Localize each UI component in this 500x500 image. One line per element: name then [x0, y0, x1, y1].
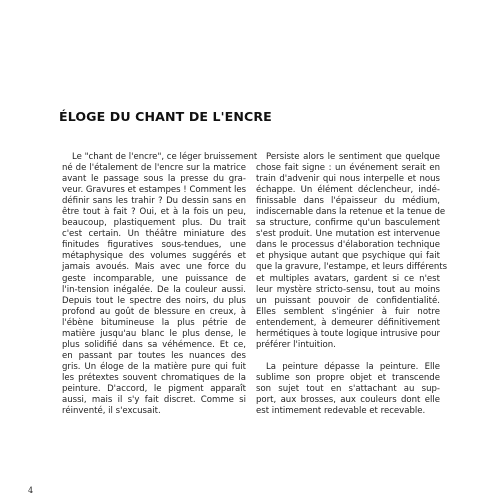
text-line: un puissant pouvoir de confidentialité. [256, 295, 440, 306]
text-line: est intimement redevable et recevable. [256, 406, 426, 417]
text-line: métaphysique des volumes suggérés et [62, 251, 246, 262]
text-line: finissable dans l'épaisseur du médium, [256, 196, 440, 207]
text-line: et physique autant que psychique qui fait [256, 251, 440, 262]
text-line: veur. Gravures et estampes ! Comment les [62, 185, 247, 196]
text-line: s'est produit. Une mutation est intervenue [256, 229, 440, 240]
text-line: les prétextes souvent chromatiques de la [62, 372, 246, 383]
text-line: échappe. Un élément déclencheur, indé- [256, 185, 440, 196]
text-line: hermétiques à toute logique intrusive pour [256, 328, 440, 339]
text-line: beaucoup, plastiquement plus. Du trait [62, 218, 246, 229]
text-line: en passant par toutes les nuances des [62, 350, 246, 361]
text-line: sa structure, confirme qu'un basculement [256, 218, 440, 229]
right-column [256, 152, 448, 417]
text-line: jamais avoués. Mais avec une force du [62, 262, 246, 273]
left-column [62, 152, 258, 417]
text-line: geste incomparable, une puissance de [62, 273, 246, 284]
text-line: l'ébène bitumineuse la plus pétrie de [62, 317, 246, 328]
text-line: et multiples avatars, gardent si ce n'est [256, 273, 440, 284]
text-line: dans le processus d'élaboration technique [256, 240, 440, 251]
text-line: gris. Un éloge de la matière pure qui fuit [62, 361, 246, 372]
text-line: définir sans les trahir ? Du dessin sans en [62, 196, 246, 207]
text-line: avant le passage sous la presse du gra- [62, 174, 246, 185]
text-line: Depuis tout le spectre des noirs, du plus [62, 295, 246, 306]
paragraph-gap [256, 351, 440, 362]
text-line: Le "chant de l'encre", ce léger bruissement [72, 152, 258, 162]
text-line: profond au goût de blessure en creux, à [62, 306, 246, 317]
page-title: ÉLOGE DU CHANT DE L'ENCRE [59, 109, 272, 124]
text-line: La peinture dépasse la peinture. Elle [266, 361, 440, 372]
text-line: c'est certain. Un théâtre miniature des [62, 229, 246, 240]
text-line: Elles semblent s'ingénier à fuir notre [256, 306, 440, 317]
page-number: 4 [28, 486, 34, 495]
text-line: sublime son propre objet et transcende [256, 372, 440, 383]
text-line: matière jusqu'au blanc le plus dense, le [62, 328, 246, 339]
text-line: né de l'étalement de l'encre sur la matrice [62, 163, 246, 174]
text-line: train d'advenir qui nous interpelle et nous [256, 174, 440, 185]
text-line: préférer l'intuition. [256, 339, 336, 350]
text-line: plus solidifié dans sa véhémence. Et ce, [62, 339, 246, 350]
text-line: être tout à fait ? Oui, et à la fois un peu, [62, 207, 246, 218]
text-line: indiscernable dans la retenue et la tenue de [256, 207, 446, 218]
text-line: peinture. D'accord, le pigment apparaît [62, 383, 246, 394]
text-line: l'in-tension inégalée. De la couleur aussi. [62, 284, 246, 295]
text-line: port, aux brosses, aux couleurs dont elle [256, 394, 440, 405]
text-line: réinventé, il s'excusait. [62, 406, 161, 417]
text-line: finitudes figuratives sous-tendues, une [62, 240, 246, 251]
text-line: leur mystère stricto-sensu, tout au moins [256, 284, 440, 295]
text-line: que la gravure, l'estampe, et leurs différents [256, 262, 448, 273]
text-line: entendement, à demeurer définitivement [256, 317, 440, 328]
text-line: aussi, mais il s'y fait discret. Comme si [62, 395, 246, 406]
text-line: son sujet tout en s'attachant au sup- [256, 383, 440, 394]
text-line: Persiste alors le sentiment que quelque [266, 152, 440, 162]
text-line: chose fait signe : un événement serait en [256, 163, 440, 174]
